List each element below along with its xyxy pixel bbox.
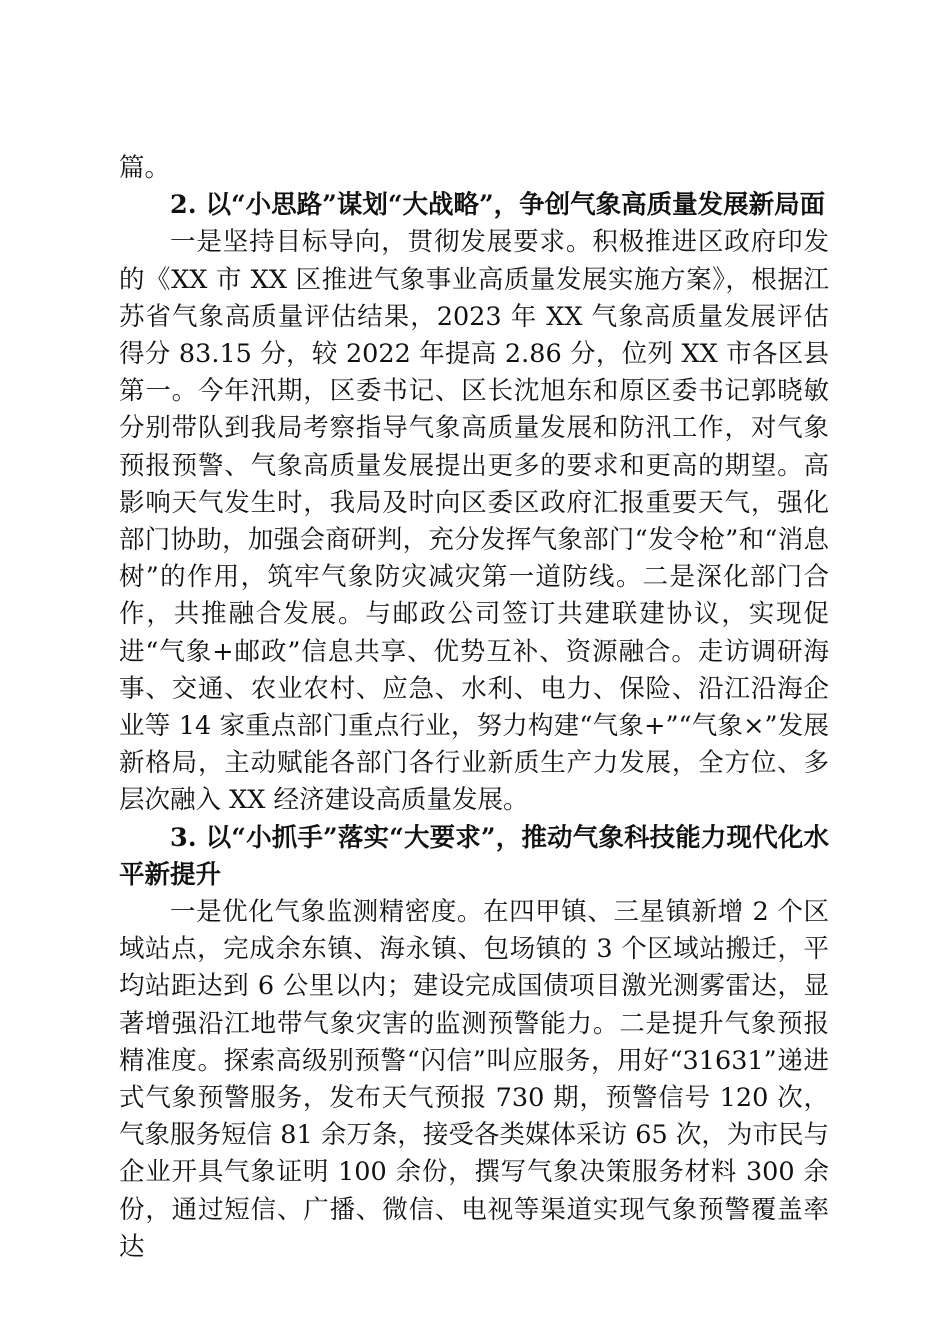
- document-body: [119, 150, 829, 1266]
- section-3-paragraph: 一是优化气象监测精密度。在四甲镇、三星镇新增 2 个区域站点，完成余东镇、海永镇、包场镇的 3 个区域站搬迁，平均站距达到 6 公里以内；建设完成国债项目激光测雾雷达，显著增强沿江地带气象灾害的监测预警能力。二是提升气象预报精准度。探索高级别预警“闪信”叫应服务，用好“31631”递进式气象预警服务，发布天气预报 730 期，预警信号 120 次，气象服务短信 81 余万条，接受各类媒体采访 65 次，为市民与企业开具气象证明 100 余份，撰写气象决策服务材料 300 余份，通过短信、广播、微信、电视等渠道实现气象预警覆盖率达: [119, 897, 829, 1262]
- continuation-text: 篇。: [119, 153, 171, 183]
- section-3-heading: 3. 以“小抓手”落实“大要求”，推动气象科技能力现代化水平新提升: [119, 822, 829, 890]
- section-2-paragraph: 一是坚持目标导向，贯彻发展要求。积极推进区政府印发的《XX 市 XX 区推进气象事业高质量发展实施方案》，根据江苏省气象高质量评估结果，2023 年 XX 气象高质量发展评估得分 83.15 分，较 2022 年提高 2.86 分，位列 XX 市各区县第一。今年汛期，区委书记、区长沈旭东和原区委书记郭晓敏分别带队到我局考察指导气象高质量发展和防汛工作，对气象预报预警、气象高质量发展提出更多的要求和更高的期望。高影响天气发生时，我局及时向区委区政府汇报重要天气，强化部门协助，加强会商研判，充分发挥气象部门“发令枪”和“消息树”的作用，筑牢气象防灾减灾第一道防线。二是深化部门合作，共推融合发展。与邮政公司签订共建联建协议，实现促进“气象+邮政”信息共享、优势互补、资源融合。走访调研海事、交通、农业农村、应急、水利、电力、保险、沿江沿海企业等 14 家重点部门重点行业，努力构建“气象+”“气象×”发展新格局，主动赋能各部门各行业新质生产力发展，全方位、多层次融入 XX 经济建设高质量发展。: [119, 227, 829, 816]
- section-2-heading: 2. 以“小思路”谋划“大战略”，争创气象高质量发展新局面: [170, 190, 826, 221]
